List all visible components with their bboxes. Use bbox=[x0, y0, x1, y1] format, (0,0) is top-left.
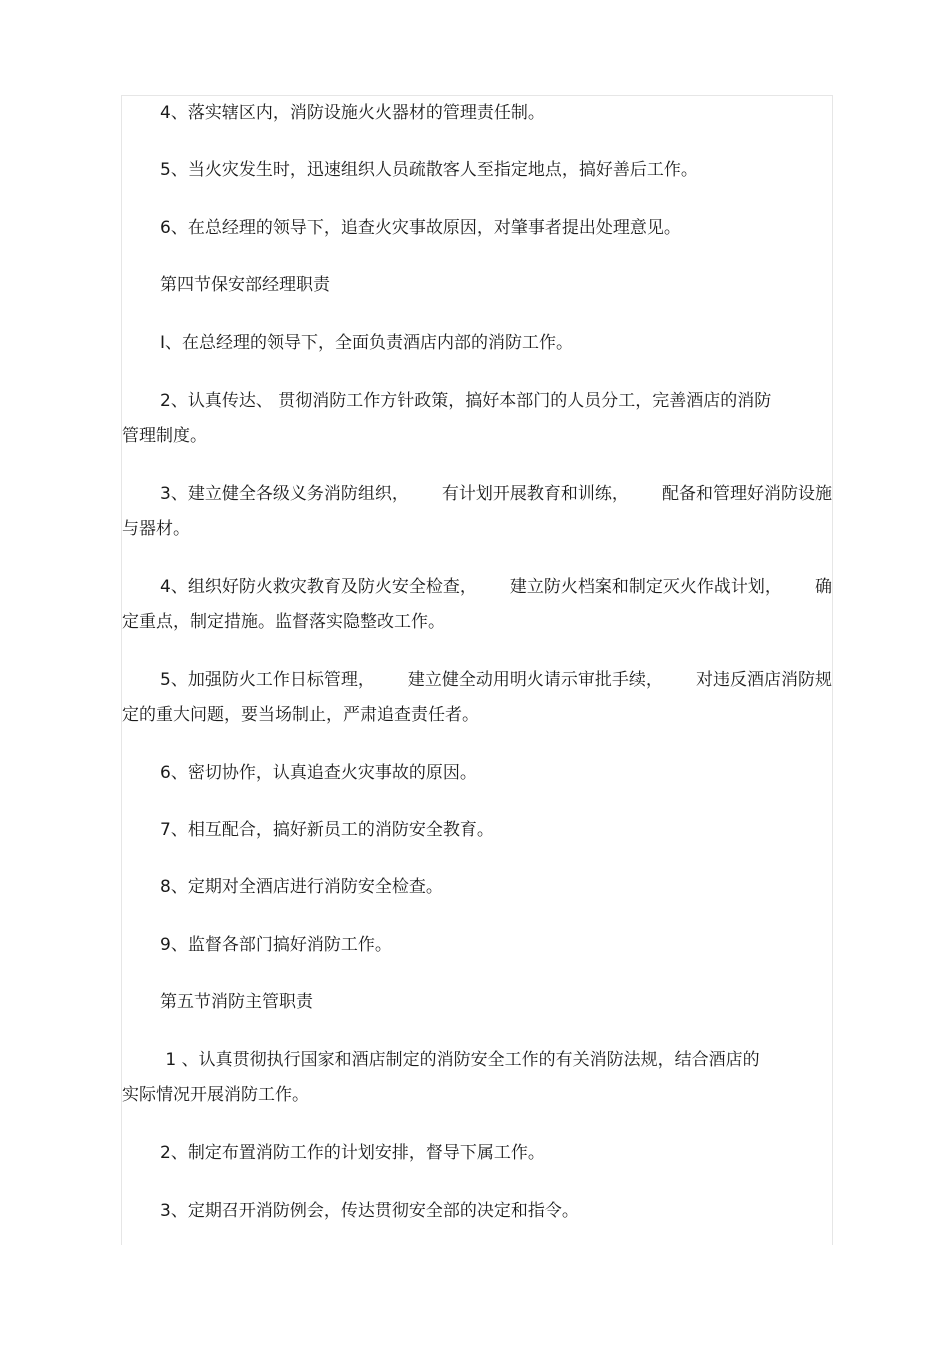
paragraph-supervisor-3 bbox=[122, 1194, 832, 1229]
text-segment: 对违反酒店消防规 bbox=[695, 670, 832, 690]
paragraph-item-5 bbox=[122, 153, 832, 188]
justified-line bbox=[122, 570, 832, 605]
text-line: 2、制定布置消防工作的计划安排，督导下属工作。 bbox=[160, 1143, 545, 1163]
text-segment: 建立防火档案和制定灭火作战计划， bbox=[509, 577, 782, 597]
text-line: 与器材。 bbox=[122, 519, 190, 539]
text-line: 定重点，制定措施。监督落实隐整改工作。 bbox=[122, 612, 445, 632]
text-line: 3、定期召开消防例会，传达贯彻安全部的决定和指令。 bbox=[160, 1201, 579, 1221]
text-line: 1 、认真贯彻执行国家和酒店制定的消防安全工作的有关消防法规，结合酒店的 bbox=[160, 1050, 760, 1070]
section-heading-4 bbox=[122, 268, 832, 303]
text-line: 2、认真传达、 贯彻消防工作方针政策，搞好本部门的人员分工，完善酒店的消防 bbox=[160, 391, 772, 411]
text-segment: 配备和管理好消防设施 bbox=[661, 484, 832, 504]
text-segment: 建立健全动用明火请示审批手续， bbox=[407, 670, 663, 690]
text-segment: 确 bbox=[814, 577, 832, 597]
justified-line bbox=[122, 663, 832, 698]
paragraph-duty-1 bbox=[122, 326, 832, 361]
paragraph-duty-3 bbox=[122, 477, 832, 547]
paragraph-supervisor-1 bbox=[122, 1043, 832, 1113]
text-line: 8、定期对全酒店进行消防安全检查。 bbox=[160, 877, 443, 897]
section-heading: 第五节消防主管职责 bbox=[160, 992, 313, 1012]
paragraph-duty-5 bbox=[122, 663, 832, 733]
text-line: 6、密切协作，认真追查火灾事故的原因。 bbox=[160, 763, 477, 783]
justified-line bbox=[122, 477, 832, 512]
text-line: 4、落实辖区内，消防设施火火器材的管理责任制。 bbox=[160, 103, 545, 123]
paragraph-duty-8 bbox=[122, 870, 832, 905]
text-line: 定的重大问题，要当场制止，严肃追查责任者。 bbox=[122, 705, 479, 725]
text-line: 9、监督各部门搞好消防工作。 bbox=[160, 935, 392, 955]
paragraph-duty-2 bbox=[122, 384, 832, 454]
text-line: I、在总经理的领导下，全面负责酒店内部的消防工作。 bbox=[160, 333, 574, 353]
text-segment: 有计划开展教育和训练， bbox=[441, 484, 629, 504]
paragraph-duty-7 bbox=[122, 813, 832, 848]
text-line: 5、当火灾发生时，迅速组织人员疏散客人至指定地点，搞好善后工作。 bbox=[160, 160, 698, 180]
paragraph-duty-4 bbox=[122, 570, 832, 640]
text-line: 实际情况开展消防工作。 bbox=[122, 1085, 309, 1105]
text-line: 管理制度。 bbox=[122, 426, 207, 446]
paragraph-duty-9 bbox=[122, 928, 832, 963]
paragraph-item-6 bbox=[122, 211, 832, 246]
text-segment: 5、加强防火工作日标管理， bbox=[160, 670, 375, 690]
section-heading-5 bbox=[122, 985, 832, 1020]
text-line: 6、在总经理的领导下，追查火灾事故原因，对肇事者提出处理意见。 bbox=[160, 218, 681, 238]
paragraph-item-4 bbox=[122, 96, 832, 131]
paragraph-supervisor-2 bbox=[122, 1136, 832, 1171]
text-line: 7、相互配合，搞好新员工的消防安全教育。 bbox=[160, 820, 494, 840]
paragraph-duty-6 bbox=[122, 756, 832, 791]
text-segment: 3、建立健全各级义务消防组织， bbox=[160, 484, 409, 504]
text-segment: 4、组织好防火救灾教育及防火安全检查， bbox=[160, 577, 477, 597]
section-heading: 第四节保安部经理职责 bbox=[160, 275, 330, 295]
